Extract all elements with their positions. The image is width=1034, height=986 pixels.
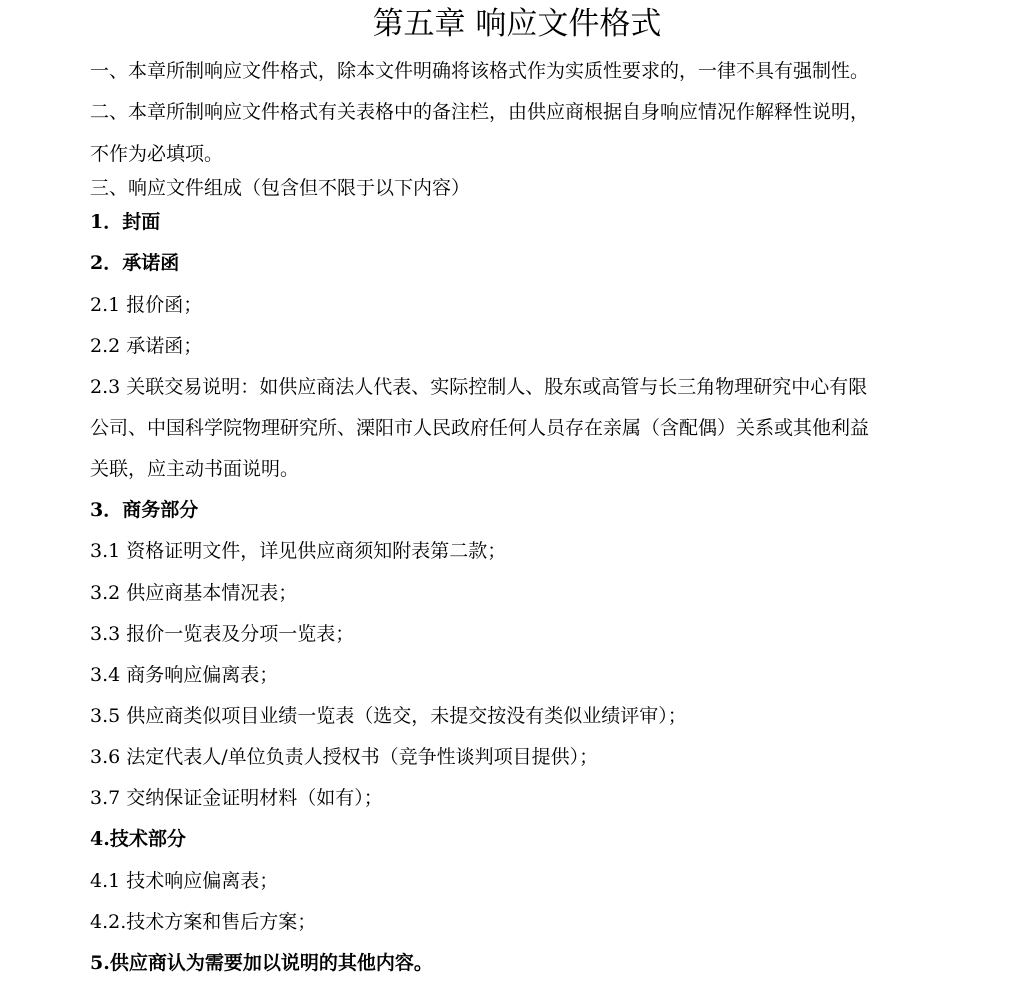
section-cover-heading: 1．封面 xyxy=(90,211,161,233)
list-item-4-2: 4.2.技术方案和售后方案； xyxy=(90,911,317,933)
list-item-2-3-line-1: 2.3 关联交易说明：如供应商法人代表、实际控制人、股东或高管与长三角物理研究中心有限 xyxy=(90,376,868,398)
list-item-3-5: 3.5 供应商类似项目业绩一览表（选交，未提交按没有类似业绩评审）； xyxy=(90,705,687,727)
list-item-3-7: 3.7 交纳保证金证明材料（如有）； xyxy=(90,787,383,809)
list-item-2-2: 2.2 承诺函； xyxy=(90,335,203,357)
list-item-3-3: 3.3 报价一览表及分项一览表； xyxy=(90,623,355,645)
intro-item-2-line-1: 二、本章所制响应文件格式有关表格中的备注栏，由供应商根据自身响应情况作解释性说明， xyxy=(90,101,870,123)
list-item-3-1: 3.1 资格证明文件，详见供应商须知附表第二款； xyxy=(90,540,507,562)
list-item-3-4: 3.4 商务响应偏离表； xyxy=(90,664,279,686)
section-technical-heading: 4.技术部分 xyxy=(90,828,186,850)
list-item-2-1: 2.1 报价函； xyxy=(90,294,203,316)
list-item-3-6: 3.6 法定代表人/单位负责人授权书（竞争性谈判项目提供）； xyxy=(90,746,599,768)
list-item-2-3-line-2: 公司、中国科学院物理研究所、溧阳市人民政府任何人员存在亲属（含配偶）关系或其他利益 xyxy=(90,417,870,439)
list-item-4-1: 4.1 技术响应偏离表； xyxy=(90,870,279,892)
section-other-heading: 5.供应商认为需要加以说明的其他内容。 xyxy=(90,952,433,974)
section-business-heading: 3．商务部分 xyxy=(90,499,199,521)
list-item-2-3-line-3: 关联，应主动书面说明。 xyxy=(90,458,300,480)
intro-item-3: 三、响应文件组成（包含但不限于以下内容） xyxy=(90,177,471,199)
list-item-3-2: 3.2 供应商基本情况表； xyxy=(90,582,298,604)
section-commitment-heading: 2．承诺函 xyxy=(90,252,180,274)
intro-item-2-line-2: 不作为必填项。 xyxy=(90,143,224,165)
chapter-title: 第五章 响应文件格式 xyxy=(372,6,662,42)
intro-item-1: 一、本章所制响应文件格式，除本文件明确将该格式作为实质性要求的，一律不具有强制性。 xyxy=(90,60,870,82)
